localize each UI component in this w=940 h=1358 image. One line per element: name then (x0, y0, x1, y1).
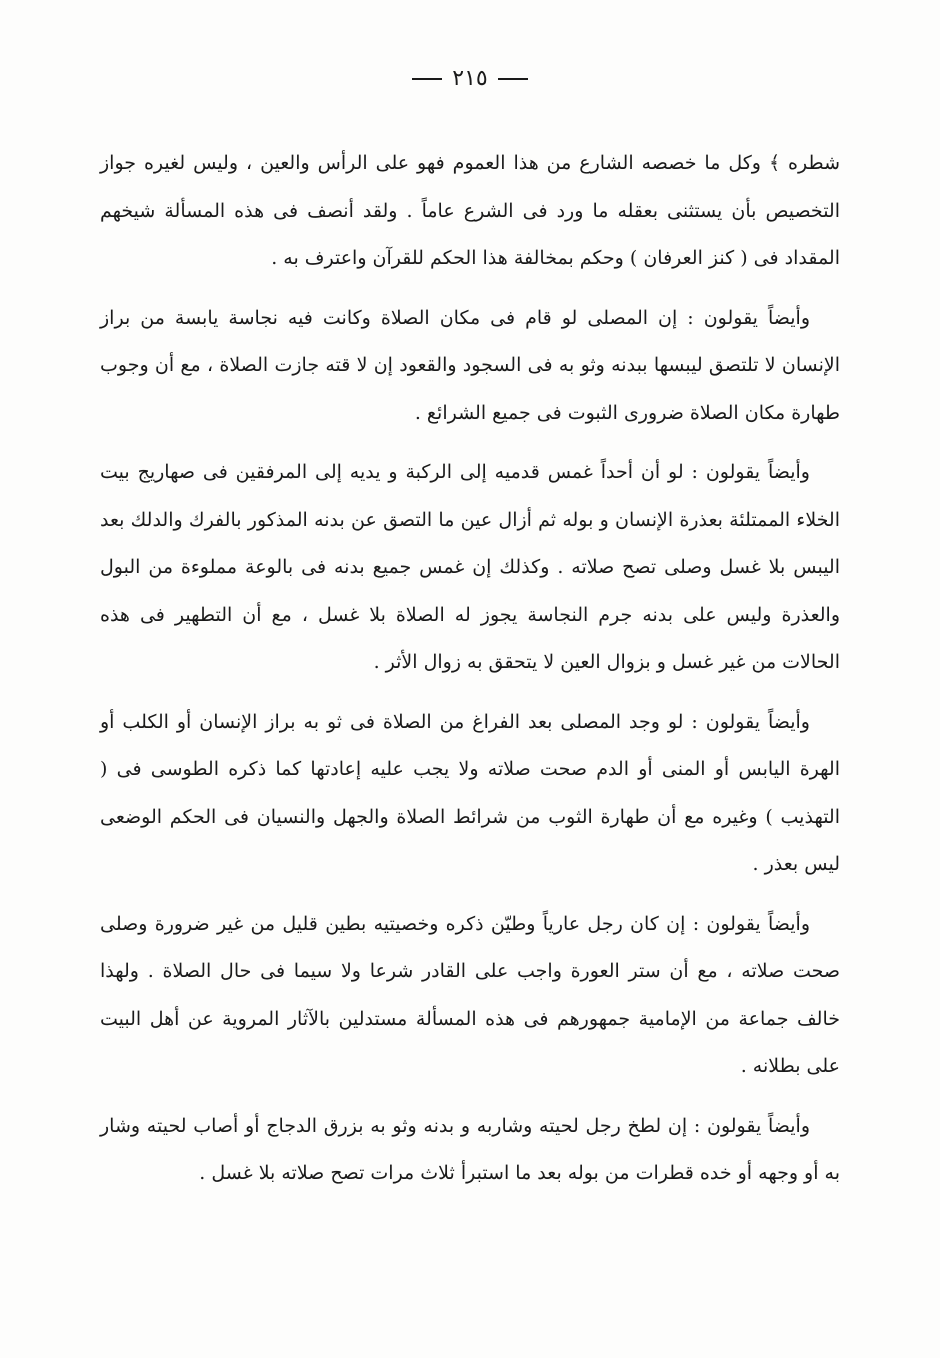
paragraph: وأيضاً يقولون : إن المصلى لو قام فى مكان الصلاة وكانت فيه نجاسة يابسة من براز الإنسان لا تلتصق ليبسها ببدنه وثو به فى السجود والقعود إن لا قته جازت الصلاة ، مع أن وجوب طهارة مكان الصلاة ضرورى الثبوت فى جميع الشرائع . (100, 306, 840, 424)
paragraph: وأيضاً يقولون : لو أن أحداً غمس قدميه إلى الركبة و يديه إلى المرفقين فى صهاريج بيت الخلاء الممتلئة بعذرة الإنسان و بوله ثم أزال عين ما التصق عن بدنه المذكور بالفرك والدلك بعد اليبس بلا غسل وصلى تصح صلاته . وكذلك إن غمس جميع بدنه فى بالوعة مملوءة من البول والعذرة وليس على بدنه جرم النجاسة يجوز له الصلاة بلا غسل ، مع أن التطهير فى هذه الحالات من غير غسل و بزوال العين لا يتحقق به زوال الأثر . (100, 461, 840, 673)
paragraph: وأيضاً يقولون : لو وجد المصلى بعد الفراغ من الصلاة فى ثو به براز الإنسان أو الكلب أو الهرة اليابس أو المنى أو الدم صحت صلاته ولا يجب عليه إعادتها كما ذكره الطوسى فى ( التهذيب ) وغيره مع أن طهارة الثوب من شرائط الصلاة والجهل والنسيان فى الحكم الوضعى ليس بعذر . (100, 710, 840, 875)
paragraph: وأيضاً يقولون : إن لطخ رجل لحيته وشاربه و بدنه وثو به بزرق الدجاج أو أصاب لحيته وشار به أو وجهه أو خده قطرات من بوله بعد ما استبرأ ثلاث مرات تصح صلاته بلا غسل . (100, 1114, 840, 1184)
paragraph: شطره ﴾ وكل ما خصصه الشارع من هذا العموم فهو على الرأس والعين ، وليس لغيره جواز التخصيص بأن يستثنى بعقله ما ورد فى الشرع عاماً . ولقد أنصف فى هذه المسألة شيخهم المقداد فى ( كنز العرفان ) وحكم بمخالفة هذا الحكم للقرآن واعترف به . (100, 152, 840, 269)
paragraph: وأيضاً يقولون : إن كان رجل عارياً وطيّن ذكره وخصيتيه بطين قليل من غير ضرورة وصلى صحت صلاته ، مع أن ستر العورة واجب على القادر شرعا ولا سيما فى حال الصلاة . ولهذا خالف جماعة من الإمامية جمهورهم فى هذه المسألة مستدلين بالآثار المروية عن أهل البيت على بطلانه . (100, 912, 840, 1077)
page-number-dash-left (412, 78, 442, 80)
page-number-dash-right (498, 78, 528, 80)
page-number-text: ٢١٥ (452, 66, 488, 91)
body-text (100, 140, 840, 1210)
page-number (0, 66, 940, 91)
